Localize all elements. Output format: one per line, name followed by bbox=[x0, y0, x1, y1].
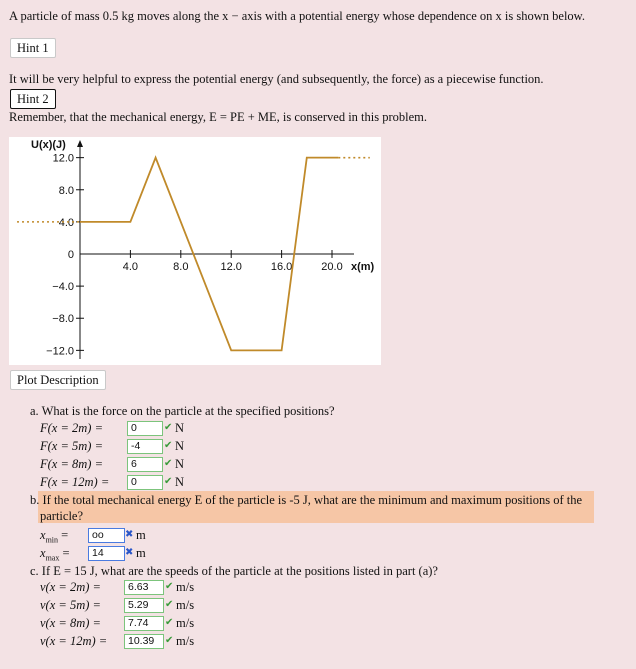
force-label-1: F(x = 5m) = bbox=[40, 439, 104, 453]
speed-input-1[interactable]: 5.29 bbox=[124, 598, 164, 613]
check-icon: ✔ bbox=[165, 617, 174, 628]
speed-input-0[interactable]: 6.63 bbox=[124, 580, 164, 595]
check-icon: ✔ bbox=[164, 476, 173, 487]
plot-description-button[interactable]: Plot Description bbox=[10, 370, 106, 390]
x-tick-label: 12.0 bbox=[220, 261, 242, 273]
cross-icon: ✖ bbox=[125, 529, 134, 540]
force-input-3[interactable]: 0 bbox=[127, 475, 163, 490]
check-icon: ✔ bbox=[165, 599, 174, 610]
chart-svg bbox=[9, 137, 381, 365]
xmin-unit: m bbox=[136, 528, 146, 542]
force-label-2: F(x = 8m) = bbox=[40, 457, 104, 471]
speed-input-2[interactable]: 7.74 bbox=[124, 616, 164, 631]
check-icon: ✔ bbox=[164, 458, 173, 469]
y-tick-label: 12.0 bbox=[52, 152, 74, 165]
xmax-input[interactable]: 14 bbox=[88, 546, 125, 561]
y-tick-label: 8.0 bbox=[58, 184, 74, 197]
part-b-question-line1: b. If the total mechanical energy E of the particle is -5 J, what are the minimum and maximum positions of the bbox=[30, 493, 583, 507]
hint-1-button[interactable]: Hint 1 bbox=[10, 38, 56, 58]
x-tick-label: 16.0 bbox=[270, 261, 293, 273]
xmin-label: $x_{min}$ = bbox=[40, 528, 69, 545]
check-icon: ✔ bbox=[165, 635, 174, 646]
force-label-3: F(x = 12m) = bbox=[40, 475, 110, 489]
x-tick-label: 20.0 bbox=[321, 261, 343, 273]
check-icon: ✔ bbox=[165, 581, 174, 592]
force-unit-0: N bbox=[175, 421, 185, 435]
speed-unit-2: m/s bbox=[176, 616, 195, 630]
cross-icon: ✖ bbox=[125, 547, 134, 558]
speed-label-1: v(x = 5m) = bbox=[40, 598, 101, 612]
speed-unit-0: m/s bbox=[176, 580, 195, 594]
speed-input-3[interactable]: 10.39 bbox=[124, 634, 164, 649]
part-a-question: a. What is the force on the particle at the specified positions? bbox=[30, 404, 335, 418]
hint-2-button[interactable]: Hint 2 bbox=[10, 89, 56, 109]
speed-label-0: v(x = 2m) = bbox=[40, 580, 101, 594]
xmax-label: $x_{max}$ = bbox=[40, 546, 70, 563]
potential-energy-chart bbox=[9, 137, 381, 365]
hint-1-text: It will be very helpful to express the potential energy (and subsequently, the force) as a piecewise function. bbox=[9, 72, 544, 86]
force-input-2[interactable]: 6 bbox=[127, 457, 163, 472]
part-b-question-line2: particle? bbox=[40, 509, 84, 523]
y-tick-label: 4.0 bbox=[58, 216, 74, 229]
speed-label-3: v(x = 12m) = bbox=[40, 634, 108, 648]
speed-unit-3: m/s bbox=[176, 634, 195, 648]
check-icon: ✔ bbox=[164, 422, 173, 433]
x-tick-label: 4.0 bbox=[122, 261, 139, 273]
y-tick-label: −4.0 bbox=[52, 281, 74, 294]
y-tick-label: 0 bbox=[67, 249, 74, 261]
y-tick-label: −12.0 bbox=[46, 345, 74, 358]
force-input-1[interactable]: -4 bbox=[127, 439, 163, 454]
x-tick-label: 8.0 bbox=[173, 261, 189, 273]
xmin-input[interactable]: oo bbox=[88, 528, 125, 543]
y-axis-arrow bbox=[77, 140, 83, 147]
force-unit-1: N bbox=[175, 439, 185, 453]
speed-label-2: v(x = 8m) = bbox=[40, 616, 101, 630]
xmax-unit: m bbox=[136, 546, 146, 560]
part-c-question: c. If E = 15 J, what are the speeds of the particle at the positions listed in part (a)? bbox=[30, 564, 438, 578]
y-tick-label: −8.0 bbox=[52, 313, 74, 326]
y-axis-label: U(x)(J) bbox=[31, 139, 66, 151]
x-axis-label: x(m) bbox=[351, 261, 375, 273]
force-label-0: F(x = 2m) = bbox=[40, 421, 104, 435]
force-input-0[interactable]: 0 bbox=[127, 421, 163, 436]
speed-unit-1: m/s bbox=[176, 598, 195, 612]
force-unit-3: N bbox=[175, 475, 185, 489]
check-icon: ✔ bbox=[164, 440, 173, 451]
force-unit-2: N bbox=[175, 457, 185, 471]
problem-intro: A particle of mass 0.5 kg moves along the x − axis with a potential energy whose dependence on x is shown below. bbox=[9, 9, 586, 23]
hint-2-text: Remember, that the mechanical energy, E = PE + ME, is conserved in this problem. bbox=[9, 110, 428, 124]
